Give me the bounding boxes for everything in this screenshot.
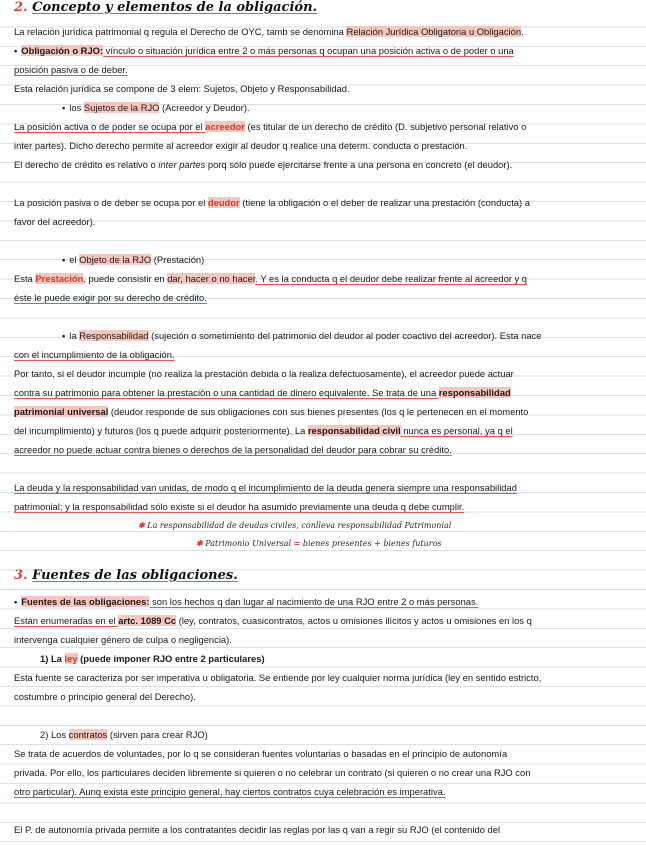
bullet-icon: • [62,254,66,265]
active-line-1: La posición activa o de poder se ocupa por el acreedor (es titular de un derecho de crédito (D. subjetivo personal relativo o [14,121,527,132]
enumeration-line-2: intervenga cualquier género de culpa o negligencia). [14,634,232,645]
por-tanto-line-5: acreedor no puede actuar contra bienes o derechos de la personalidad del deudor para cobrar su crédito. [14,444,452,455]
section-2-heading: 2. Concepto y elementos de la obligación. [14,0,318,15]
prestacion-line-2: éste le puede exigir por su derecho de crédito. [14,292,207,303]
por-tanto-line-4: del incumplimiento) y futuros (los q puede adquirir posteriormente). La responsabilidad civil nunca es personal, ya q el [14,425,513,436]
star-icon: ✱ [196,538,203,548]
object-heading: • el Objeto de la RJO (Prestación) [62,254,205,265]
por-tanto-line-1: Por tanto, si el deudor incumple (no realiza la prestación debida o la realiza defectuosamente), el acreedor puede actuar [14,368,514,379]
contracts-heading: 2) Los contratos (sirven para crear RJO) [40,729,208,740]
subjects-heading: • los Sujetos de la RJO (Acreedor y Deudor). [62,102,250,113]
prestacion-line-1: Esta Prestación, puede consistir en dar, hacer o no hacer. Y es la conducta q el deudor debe realizar frente al acreedor y q [14,273,528,284]
handwritten-note-1: ✱ La responsabilidad de deudas civiles, conlleva responsabilidad Patrimonial [138,520,452,530]
bullet-icon: • [14,45,18,56]
law-line-2: costumbre o principio general del Derecho). [14,691,196,702]
law-line-1: Esta fuente se caracteriza por ser imperativa u obligatoria. Se entiende por ley cualquier norma jurídica (ley en sentido estricto, [14,672,542,683]
debt-line-2: patrimonial; y la responsabilidad sólo existe si el deudor ha asumido previamente una deuda q debe cumplir. [14,501,465,512]
active-line-3: El derecho de crédito es relativo o inter partes porq sólo puede ejercitarse frente a una persona en concreto (el deudor). [14,159,513,170]
law-heading: 1) La ley (puede imponer RJO entre 2 particulares) [40,653,265,664]
passive-line-1: La posición pasiva o de deber se ocupa por el deudor (tiene la obligación o el deber de realizar una prestación (conducta) a [14,197,530,208]
intro-line: La relación jurídica patrimonial q regula el Derecho de OYC, tamb se denomina Relación Jurídica Obligatoria u Obligación. [14,26,524,37]
responsibility-heading: • la Responsabilidad (sujeción o sometimiento del patrimonio del deudor al poder coactivo del acreedor). Esta nace [62,330,542,341]
contracts-line-1: Se trata de acuerdos de voluntades, por lo q se consideran fuentes voluntarias o basadas en el principio de autonomía [14,748,508,759]
por-tanto-line-3: patrimonial universal (deudor responde de sus obligaciones con sus bienes presentes (los q le pertenecen en el momento [14,406,529,417]
elements-line: Esta relación jurídica se compone de 3 elem: Sujetos, Objeto y Responsabilidad. [14,83,350,94]
contracts-line-2: privada. Por ello, los particulares deciden libremente si quieren o no celebrar un contrato (si quieren o no crear una RJO con [14,767,531,778]
responsibility-line-2: con el incumplimiento de la obligación. [14,349,175,360]
definition-line-1: • Obligación o RJO: vínculo o situación jurídica entre 2 o más personas q ocupan una posición activa o de poder o una [14,45,514,56]
debt-line-1: La deuda y la responsabilidad van unidas, de modo q el incumplimiento de la deuda genera siempre una responsabilidad [14,482,517,493]
definition-line-2: posición pasiva o de deber. [14,64,128,75]
handwritten-note-2: ✱ Patrimonio Universal = bienes presentes + bienes futuros [196,538,442,548]
autonomy-line: El P. de autonomía privada permite a los contratantes decidir las reglas por las q van a regir su RJO (el contenido del [14,824,501,835]
section-3-heading: 3. Fuentes de las obligaciones. [14,568,238,583]
por-tanto-line-2: contra su patrimonio para obtener la prestación o una cantidad de dinero equivalente. Se trata de una responsabilidad [14,387,511,398]
contracts-line-3: otro particular). Aunq exista este principio general, hay ciertos contratos cuya celebración es imperativa. [14,786,446,797]
active-line-2: inter partes). Dicho derecho permite al acreedor exigir al deudor q realice una determ. conducta o prestación. [14,140,468,151]
bullet-icon: • [62,330,66,341]
bullet-icon: • [62,102,66,113]
passive-line-2: favor del acreedor). [14,216,96,227]
bullet-icon: • [14,596,18,607]
enumeration-line-1: Están enumeradas en el artc. 1089 Cc (ley, contratos, cuasicontratos, actos u omisiones ilícitos y actos u omisiones en los q [14,615,532,626]
sources-definition: • Fuentes de las obligaciones: son los hechos q dan lugar al nacimiento de una RJO entre 2 o más personas. [14,596,479,607]
star-icon: ✱ [138,520,145,530]
